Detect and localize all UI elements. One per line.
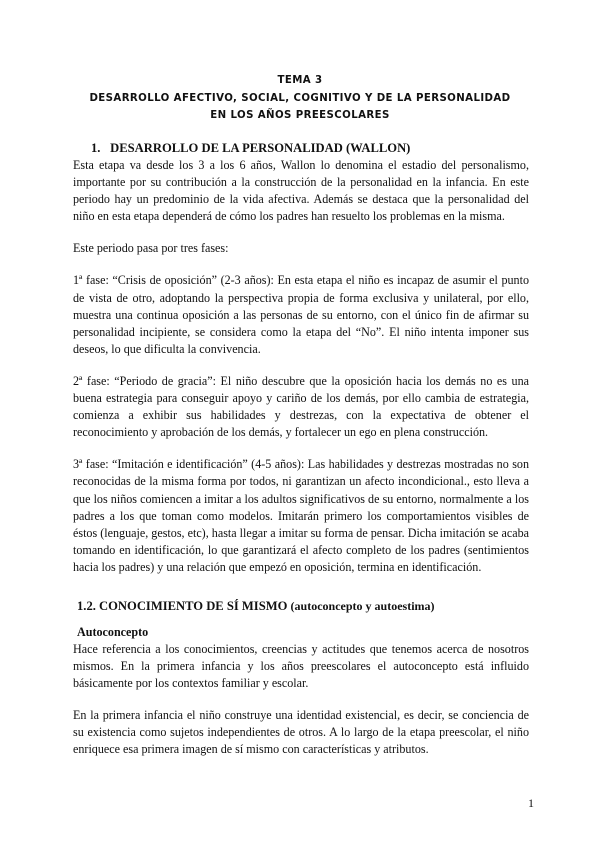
phase-1-paragraph: 1ª fase: “Crisis de oposición” (2-3 años): En esta etapa el niño es incapaz de asumir el punto de vista de otro, adoptando la perspectiva propia de forma exclusiva y unilateral, por ello, muestra una continua oposición a las personas de su entorno, con el único fin de afirmar su personalidad incipiente, se considera como la etapa del “No”. El niño intenta imponer sus deseos, lo que dificulta la convivencia. xyxy=(73,273,529,356)
autoconcepto-paragraph-2: En la primera infancia el niño construye una identidad existencial, es decir, se conciencia de su existencia como sujetos independientes de otros. A lo largo de la etapa preescolar, el niño enriquece esa primera imagen de sí mismo con características y atributos. xyxy=(73,708,529,757)
section-1-number: 1. xyxy=(91,141,101,155)
section-1-heading xyxy=(91,139,529,157)
section-1-2-subtitle: (autoconcepto y autoestima) xyxy=(290,598,435,613)
autoconcepto-heading: Autoconcepto xyxy=(77,624,149,639)
autoconcepto-paragraph-1: Hace referencia a los conocimientos, creencias y actitudes que tenemos acerca de nosotros mismos. En la primera infancia y los años preescolares el autoconcepto está influido básicamente por los contextos familiar y escolar. xyxy=(73,641,529,691)
section-1-2-heading xyxy=(77,597,529,615)
section-1-2-title: 1.2. CONOCIMIENTO DE SÍ MISMO xyxy=(77,598,288,613)
phase-2-paragraph: 2ª fase: “Periodo de gracia”: El niño descubre que la oposición hacia los demás no es una buena estrategia para conseguir apoyo y cariño de los demás, por ello cambia de estrategia, comienza a exhibir sus habilidades y destrezas, con la expectativa de obtener el reconocimiento y aprobación de los demás, y fortalecer un ego en plena construcción. xyxy=(73,373,529,440)
header-title-line-1: DESARROLLO AFECTIVO, SOCIAL, COGNITIVO Y DE LA PERSONALIDAD xyxy=(89,92,511,104)
document-header xyxy=(0,72,600,125)
header-title-line-2: EN LOS AÑOS PREESCOLARES xyxy=(210,110,390,121)
phase-3-paragraph: 3ª fase: “Imitación e identificación” (4-5 años): Las habilidades y destrezas mostradas no son reconocidas de la misma forma por todos, ni garantizan un afecto incondicional., esto lleva a que los niños comiencen a imitar a los adultos significativos de su entorno, normalmente a los padres a los que toman como modelos. Imitarán primero los comportamientos visibles de éstos (lenguaje, gestos, etc), hasta llegar a imitar su forma de pensar. Dicha imitación se acaba tomando en identificación, lo que garantizará el afecto completo de los padres (sentimientos hacia los padres) y una relación que empezó en oposición, termina en identificación. xyxy=(73,457,529,574)
section-1-intro-paragraph: Esta etapa va desde los 3 a los 6 años, Wallon lo denomina el estadio del personalismo, importante por su contribución a la construcción de la personalidad en la infancia. En este periodo hay un predominio de la vida afectiva. Además se destaca que la personalidad del niño en esta etapa dependerá de cómo los padres han resuelto los problemas en la misma. xyxy=(73,158,529,224)
section-1-title: DESARROLLO DE LA PERSONALIDAD (WALLON) xyxy=(110,141,411,155)
page-number: 1 xyxy=(528,796,534,810)
tema-label: TEMA 3 xyxy=(277,75,323,86)
document-body xyxy=(73,139,529,759)
phases-intro-paragraph: Este periodo pasa por tres fases: xyxy=(73,241,229,256)
